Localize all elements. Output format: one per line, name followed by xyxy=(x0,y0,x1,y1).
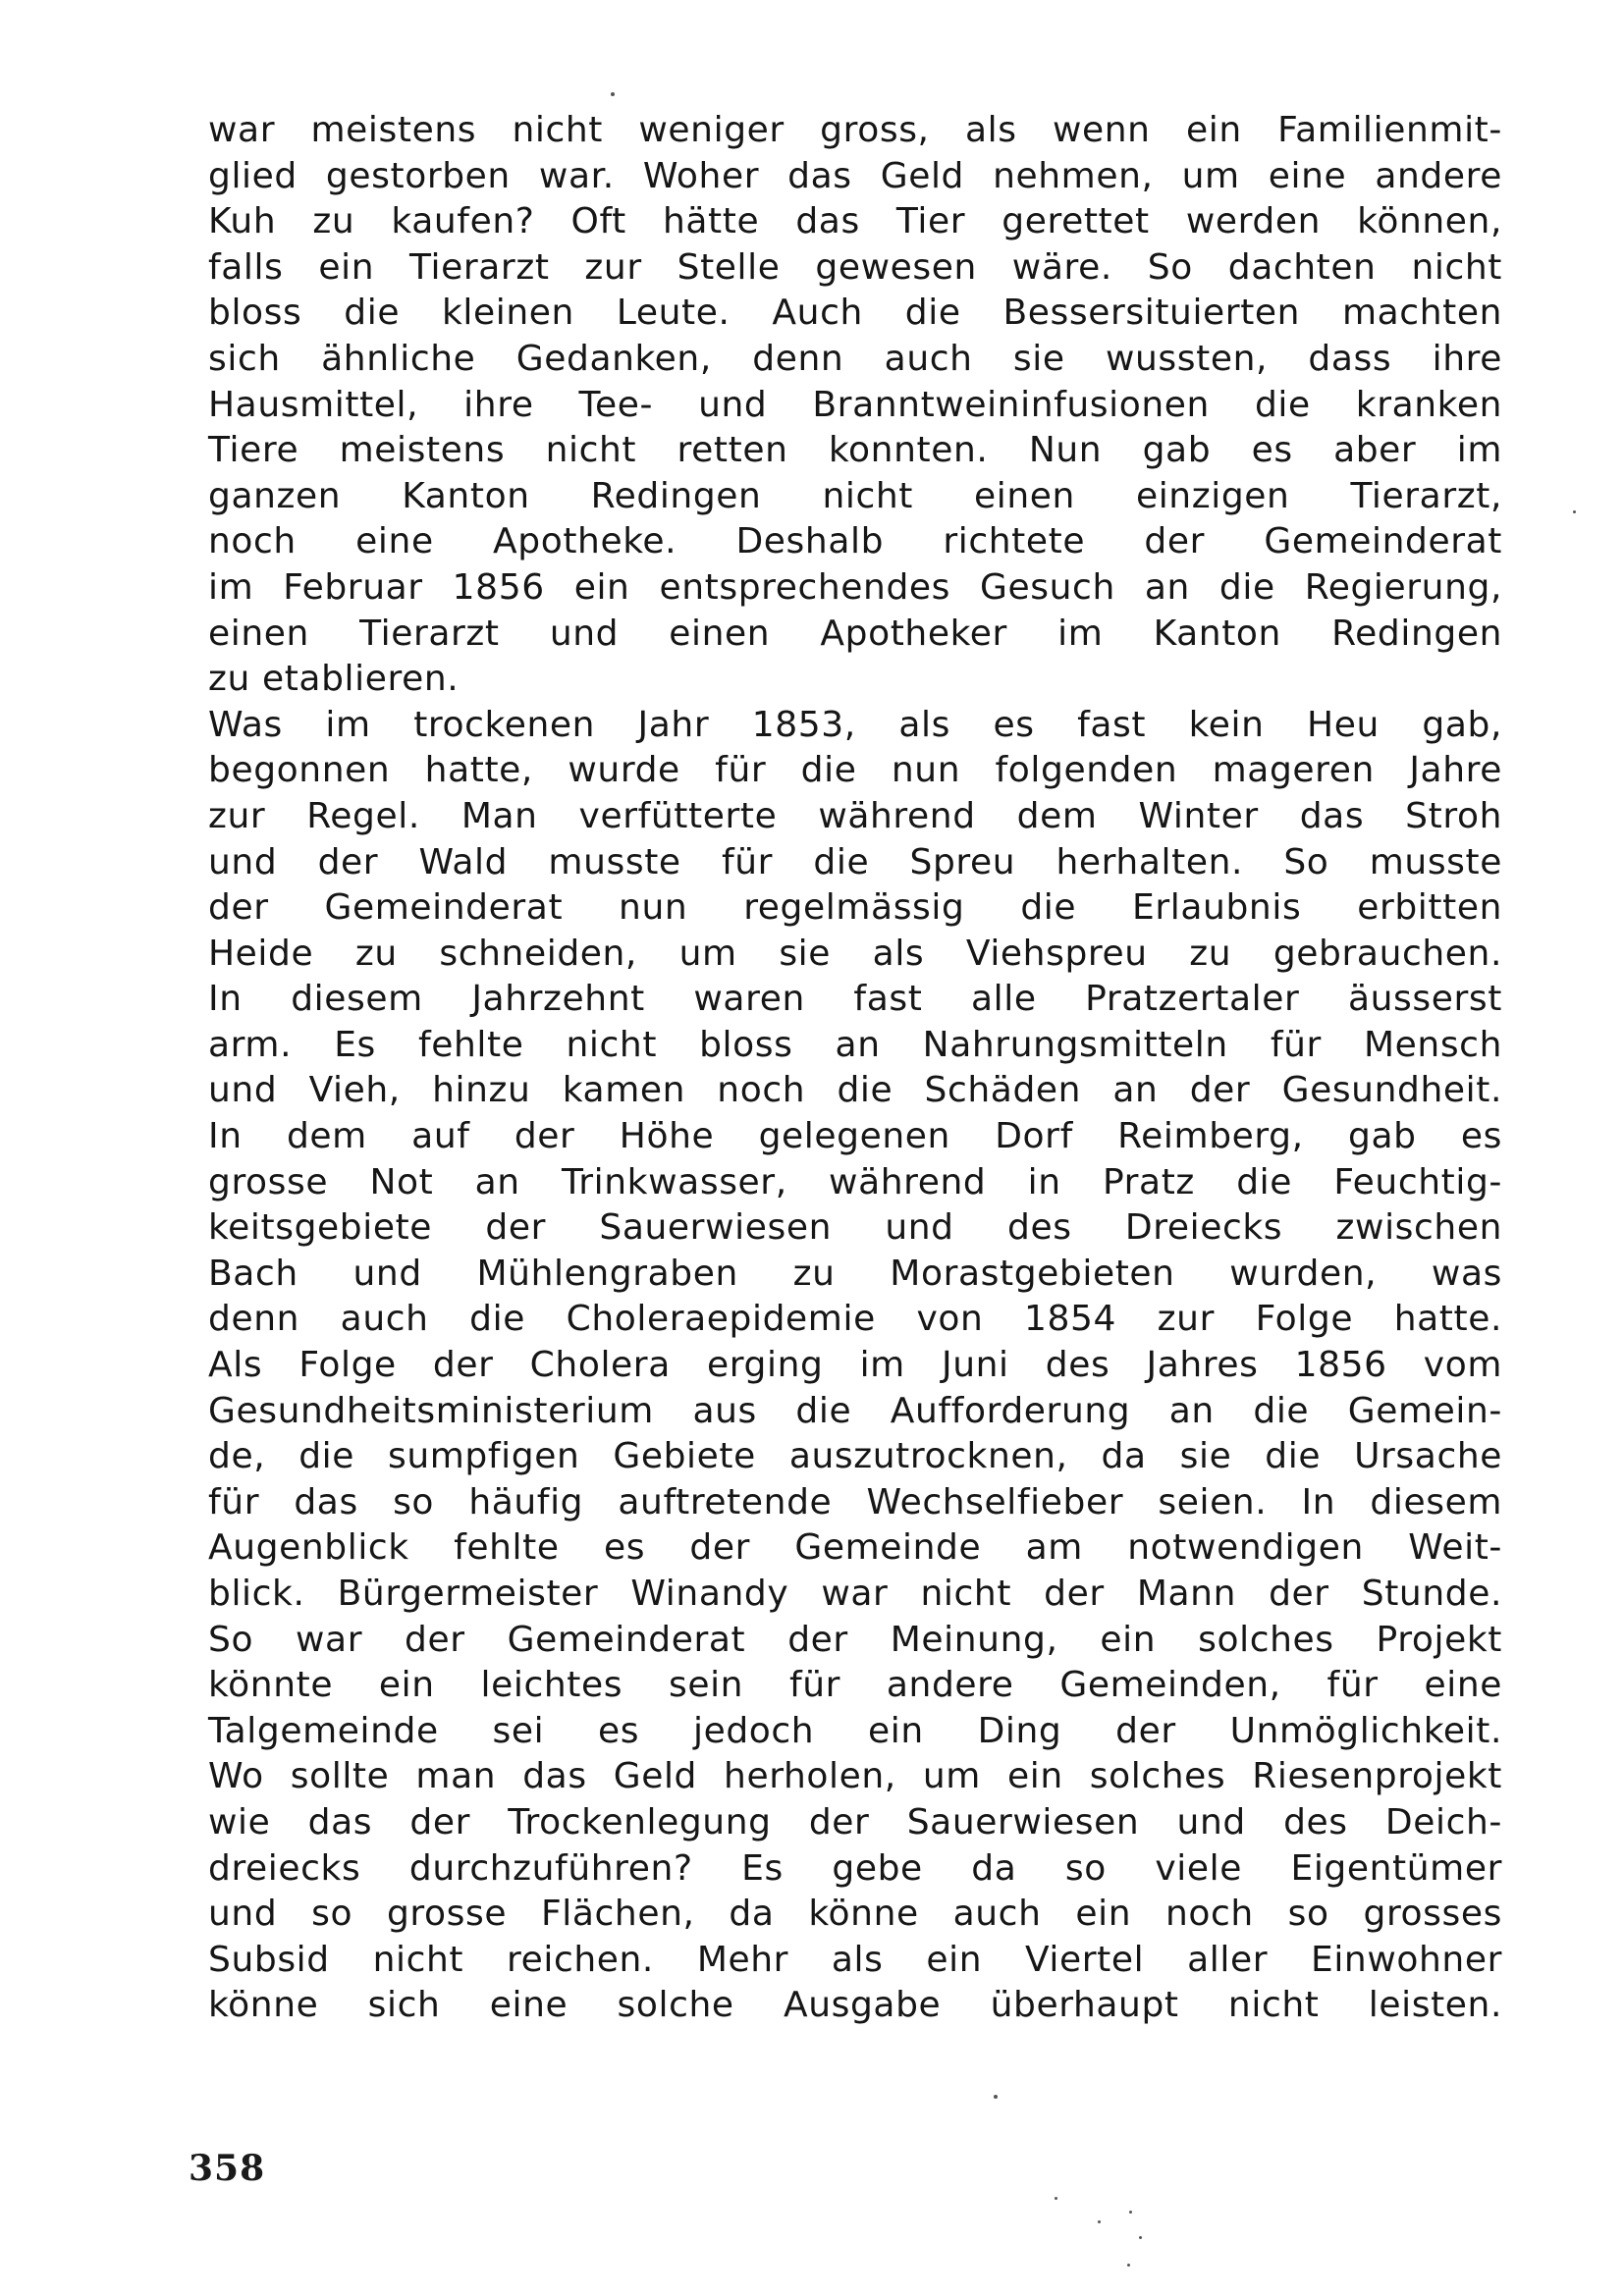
text-line: In dem auf der Höhe gelegenen Dorf Reimberg, gab es xyxy=(208,1116,1502,1157)
text-line: Heide zu schneiden, um sie als Viehspreu zu gebrauchen. xyxy=(208,933,1502,974)
text-line: arm. Es fehlte nicht bloss an Nahrungsmitteln für Mensch xyxy=(208,1024,1502,1065)
scan-speck xyxy=(1139,2236,1142,2239)
scan-speck xyxy=(611,92,615,96)
text-line: und Vieh, hinzu kamen noch die Schäden an der Gesundheit. xyxy=(208,1070,1502,1111)
text-line: wie das der Trockenlegung der Sauerwiesen und des Deich- xyxy=(208,1801,1502,1842)
text-line: zur Regel. Man verfütterte während dem Winter das Stroh xyxy=(208,795,1502,836)
text-line: sich ähnliche Gedanken, denn auch sie wussten, dass ihre xyxy=(208,338,1502,379)
text-line: Wo sollte man das Geld herholen, um ein solches Riesenprojekt xyxy=(208,1756,1502,1797)
scan-speck xyxy=(1127,2264,1130,2267)
text-line: begonnen hatte, wurde für die nun folgenden mageren Jahre xyxy=(208,750,1502,791)
text-line: keitsgebiete der Sauerwiesen und des Dreiecks zwischen xyxy=(208,1207,1502,1249)
page-number: 358 xyxy=(189,2148,266,2189)
text-line: Gesundheitsministerium aus die Aufforderung an die Gemein- xyxy=(208,1390,1502,1431)
text-line: könne sich eine solche Ausgabe überhaupt nicht leisten. xyxy=(208,1985,1502,2026)
text-line: In diesem Jahrzehnt waren fast alle Pratzertaler äusserst xyxy=(208,979,1502,1020)
text-line: denn auch die Choleraepidemie von 1854 zur Folge hatte. xyxy=(208,1299,1502,1340)
scan-speck xyxy=(1129,2211,1132,2214)
text-line: im Februar 1856 ein entsprechendes Gesuch an die Regierung, xyxy=(208,566,1502,608)
text-line: und der Wald musste für die Spreu herhalten. So musste xyxy=(208,841,1502,882)
text-line: und so grosse Flächen, da könne auch ein noch so grosses xyxy=(208,1894,1502,1935)
text-line: Kuh zu kaufen? Oft hätte das Tier gerettet werden können, xyxy=(208,201,1502,242)
text-line: falls ein Tierarzt zur Stelle gewesen wäre. So dachten nicht xyxy=(208,246,1502,288)
text-line: Was im trockenen Jahr 1853, als es fast kein Heu gab, xyxy=(208,704,1502,745)
text-line: der Gemeinderat nun regelmässig die Erlaubnis erbitten xyxy=(208,887,1502,929)
text-line: dreiecks durchzuführen? Es gebe da so viele Eigentümer xyxy=(208,1847,1502,1889)
scan-speck xyxy=(1098,2220,1101,2223)
text-line: glied gestorben war. Woher das Geld nehmen, um eine andere xyxy=(208,155,1502,196)
text-line: noch eine Apotheke. Deshalb richtete der Gemeinderat xyxy=(208,521,1502,562)
text-line: Tiere meistens nicht retten konnten. Nun gab es aber im xyxy=(208,430,1502,471)
text-line: für das so häufig auftretende Wechselfieber seien. In diesem xyxy=(208,1481,1502,1522)
text-line: So war der Gemeinderat der Meinung, ein solches Projekt xyxy=(208,1619,1502,1660)
text-line: einen Tierarzt und einen Apotheker im Kanton Redingen xyxy=(208,613,1502,654)
text-line: ganzen Kanton Redingen nicht einen einzigen Tierarzt, xyxy=(208,475,1502,516)
text-line: könnte ein leichtes sein für andere Gemeinden, für eine xyxy=(208,1665,1502,1706)
text-line: Hausmittel, ihre Tee- und Branntweininfusionen die kranken xyxy=(208,384,1502,425)
scan-speck xyxy=(994,2095,998,2099)
text-line: Augenblick fehlte es der Gemeinde am notwendigen Weit- xyxy=(208,1527,1502,1569)
text-line: Subsid nicht reichen. Mehr als ein Viertel aller Einwohner xyxy=(208,1939,1502,1980)
text-line: bloss die kleinen Leute. Auch die Bessersituierten machten xyxy=(208,293,1502,334)
text-line: de, die sumpfigen Gebiete auszutrocknen, da sie die Ursache xyxy=(208,1436,1502,1477)
body-text xyxy=(208,108,1502,2029)
text-line: war meistens nicht weniger gross, als wenn ein Familienmit- xyxy=(208,110,1502,150)
text-line: grosse Not an Trinkwasser, während in Pratz die Feuchtig- xyxy=(208,1161,1502,1202)
text-line: Bach und Mühlengraben zu Morastgebieten wurden, was xyxy=(208,1253,1502,1294)
text-line: zu etablieren. xyxy=(208,659,460,700)
text-line: blick. Bürgermeister Winandy war nicht der Mann der Stunde. xyxy=(208,1574,1502,1614)
scan-speck xyxy=(1055,2197,1057,2200)
scan-speck xyxy=(1573,510,1576,513)
text-line: Talgemeinde sei es jedoch ein Ding der Unmöglichkeit. xyxy=(208,1710,1502,1751)
text-line: Als Folge der Cholera erging im Juni des Jahres 1856 vom xyxy=(208,1345,1502,1386)
